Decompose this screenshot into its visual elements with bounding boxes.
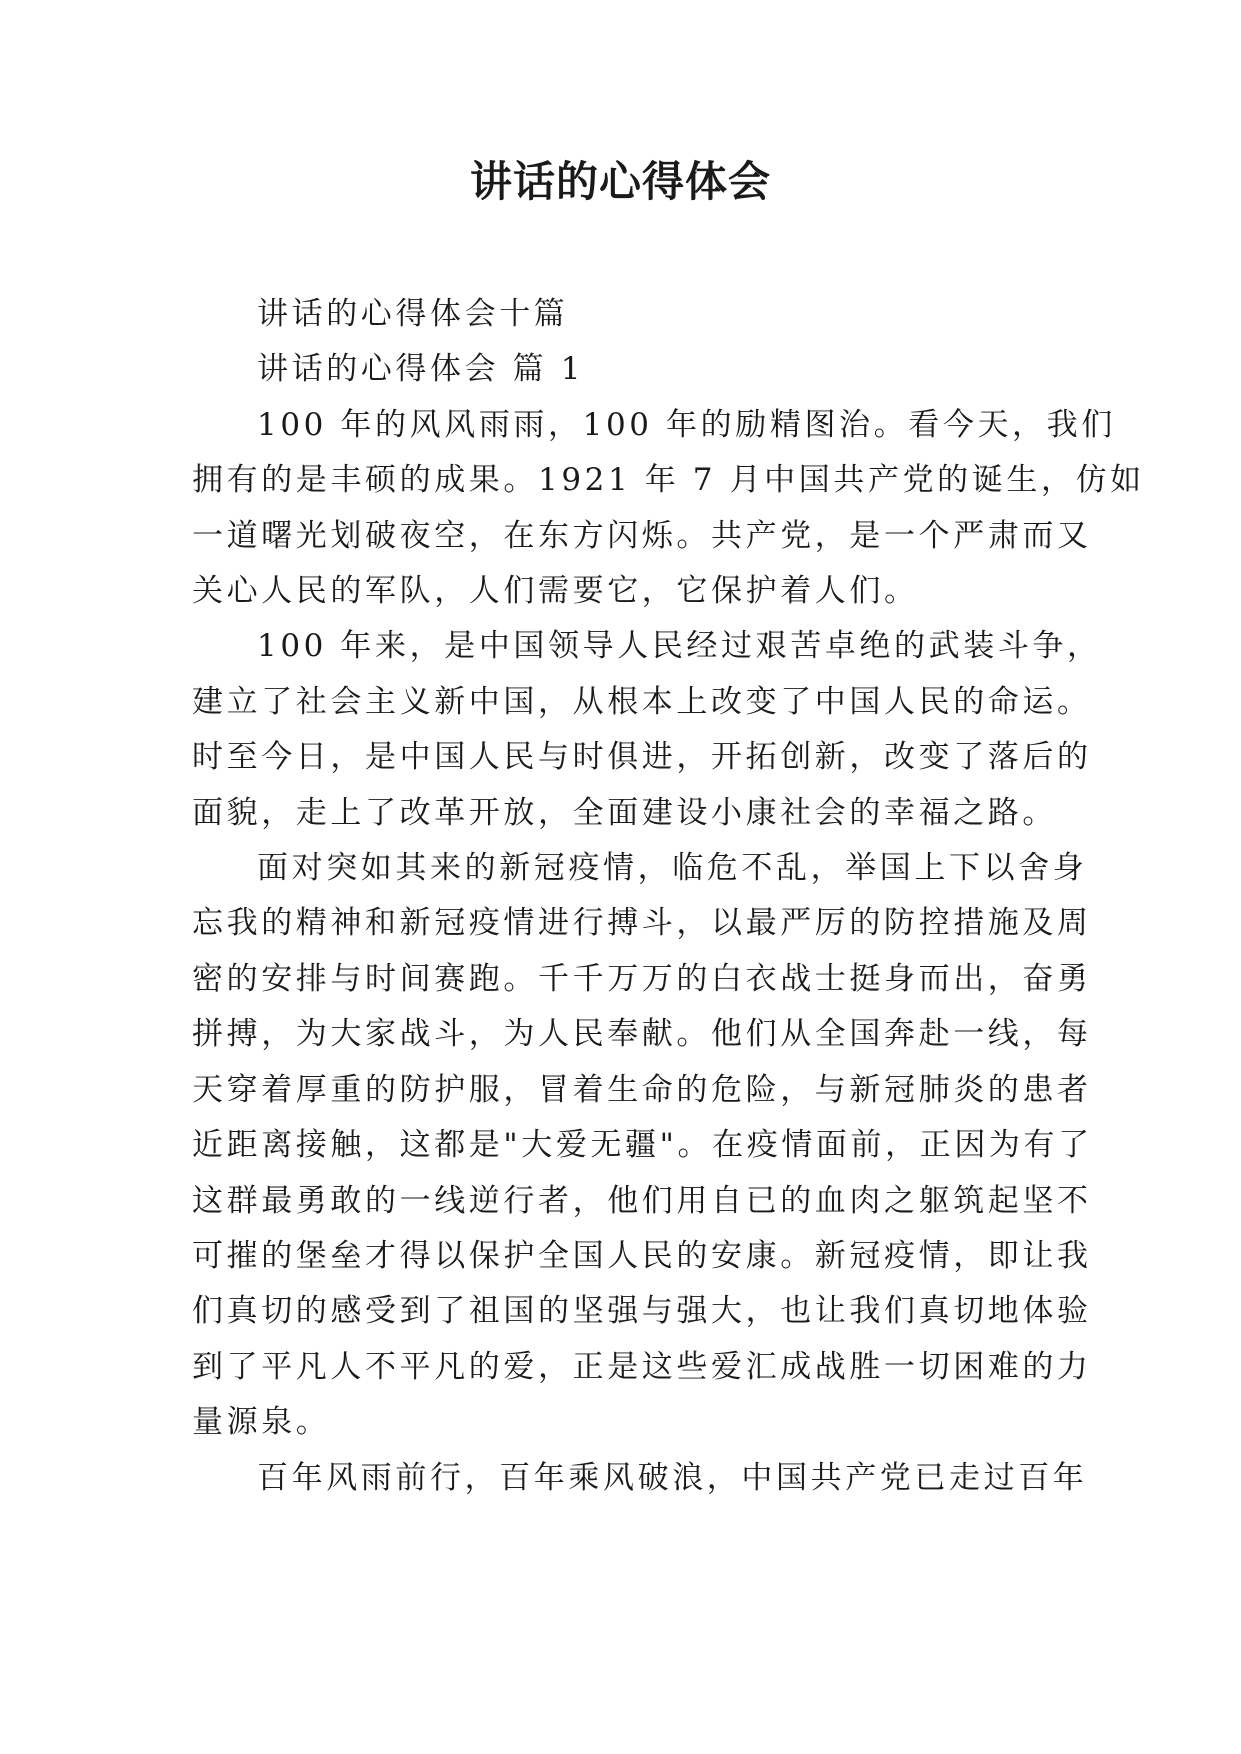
paragraph-line: 100 年来，是中国领导人民经过艰苦卓绝的武装斗争， (257, 628, 1102, 665)
paragraph-line: 面对突如其来的新冠疫情，临危不乱，举国上下以舍身 (257, 850, 1088, 887)
subtitle-text: 讲话的心得体会十篇 (257, 296, 569, 332)
paragraph-line: 拼搏，为大家战斗，为人民奉献。他们从全国奔赴一线，每 (192, 1016, 1092, 1053)
paragraph-1 (192, 398, 1145, 620)
paragraph-line: 拥有的是丰硕的成果。1921 年 7 月中国共产党的诞生，仿如 (192, 462, 1145, 499)
subtitle (192, 287, 1062, 342)
paragraph-line: 可摧的堡垒才得以保护全国人民的安康。新冠疫情，即让我 (192, 1237, 1092, 1274)
document-body (192, 287, 1145, 1506)
paragraph-line: 一道曙光划破夜空，在东方闪烁。共产党，是一个严肃而又 (192, 517, 1092, 554)
paragraph-line: 量源泉。 (192, 1404, 331, 1441)
paragraph-line: 们真切的感受到了祖国的坚强与强大，也让我们真切地体验 (192, 1293, 1092, 1330)
paragraph-line: 百年风雨前行，百年乘风破浪，中国共产党已走过百年 (257, 1459, 1088, 1496)
document-title: 讲话的心得体会 (469, 157, 771, 206)
paragraph-2 (192, 619, 1102, 841)
section-heading (192, 342, 1062, 397)
paragraph-line: 近距离接触，这都是"大爱无疆"。在疫情面前，正因为有了 (192, 1127, 1093, 1164)
paragraph-line: 关心人民的军队，人们需要它，它保护着人们。 (192, 573, 919, 610)
paragraph-line: 天穿着厚重的防护服，冒着生命的危险，与新冠肺炎的患者 (192, 1071, 1092, 1108)
paragraph-line: 面貌，走上了改革开放，全面建设小康社会的幸福之路。 (192, 794, 1057, 831)
paragraph-line: 密的安排与时间赛跑。千千万万的白衣战士挺身而出，奋勇 (192, 960, 1092, 997)
paragraph-line: 100 年的风风雨雨，100 年的励精图治。看今天，我们 (257, 406, 1116, 443)
paragraph-line: 建立了社会主义新中国，从根本上改变了中国人民的命运。 (192, 683, 1092, 720)
paragraph-line: 忘我的精神和新冠疫情进行搏斗，以最严厉的防控措施及周 (192, 905, 1092, 942)
paragraph-line: 到了平凡人不平凡的爱，正是这些爱汇成战胜一切困难的力 (192, 1348, 1092, 1385)
paragraph-4 (192, 1451, 1088, 1506)
paragraph-line: 时至今日，是中国人民与时俱进，开拓创新，改变了落后的 (192, 739, 1092, 776)
paragraph-line: 这群最勇敢的一线逆行者，他们用自已的血肉之躯筑起坚不 (192, 1182, 1092, 1219)
section-heading-text: 讲话的心得体会 篇 1 (257, 351, 585, 388)
paragraph-3 (192, 841, 1093, 1450)
